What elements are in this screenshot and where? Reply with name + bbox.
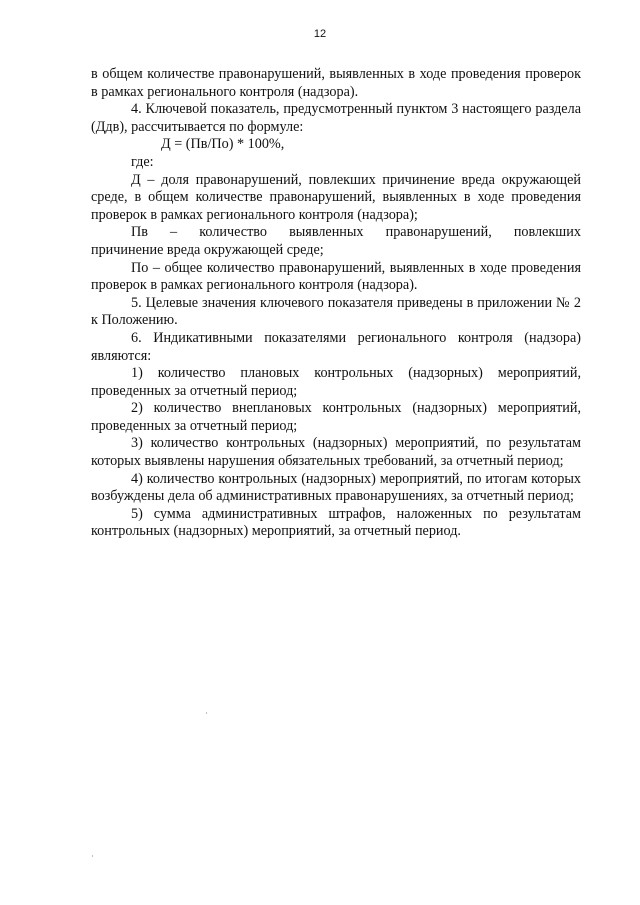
paragraph-continuation: в общем количестве правонарушений, выявленных в ходе проведения проверок в рамках регионального контроля (надзора). <box>91 66 581 100</box>
definition-po: По – общее количество правонарушений, выявленных в ходе проведения проверок в рамках регионального контроля (надзора). <box>91 259 581 294</box>
pv-word: Пв <box>131 224 148 241</box>
paragraph-4: 4. Ключевой показатель, предусмотренный пунктом 3 настоящего раздела (Ддв), рассчитывается по формуле: <box>91 101 581 135</box>
paragraph-5: 5. Целевые значения ключевого показателя приведены в приложении № 2 к Положению. <box>91 294 581 329</box>
document-body <box>91 66 581 541</box>
paragraph-6: 6. Индикативными показателями регионального контроля (надзора) являются: <box>91 329 581 364</box>
list-item-1: 1) количество плановых контрольных (надзорных) мероприятий, проведенных за отчетный период; <box>91 365 581 399</box>
pv-word: повлекших <box>513 224 581 241</box>
where-label: где: <box>131 153 154 170</box>
formula: Д = (Пв/По) * 100%, <box>161 136 285 153</box>
list-item-5: 5) сумма административных штрафов, наложенных по результатам контрольных (надзорных) мероприятий, за отчетный период. <box>91 505 581 540</box>
pv-word: количество <box>199 224 267 241</box>
scan-speck <box>206 712 207 714</box>
pv-word: выявленных <box>289 224 364 241</box>
scan-speck <box>92 855 93 857</box>
list-item-2: 2) количество внеплановых контрольных (надзорных) мероприятий, проведенных за отчетный период; <box>91 400 581 434</box>
list-item-3: 3) количество контрольных (надзорных) мероприятий, по результатам которых выявлены нарушения обязательных требований, за отчетный период; <box>91 435 581 470</box>
definition-pv-rest: причинение вреда окружающей среде; <box>91 241 324 258</box>
page-number: 12 <box>313 28 327 40</box>
pv-word: правонарушений, <box>385 224 492 241</box>
list-item-4: 4) количество контрольных (надзорных) мероприятий, по итогам которых возбуждены дела об административных правонарушениях, за отчетный период; <box>91 470 581 505</box>
pv-word: – <box>170 224 178 241</box>
definition-pv-first-line <box>91 224 581 242</box>
definition-d: Д – доля правонарушений, повлекших причинение вреда окружающей среде, в общем количестве правонарушений, выявленных в ходе проведения проверок в рамках регионального контроля (надзора); <box>91 171 581 223</box>
